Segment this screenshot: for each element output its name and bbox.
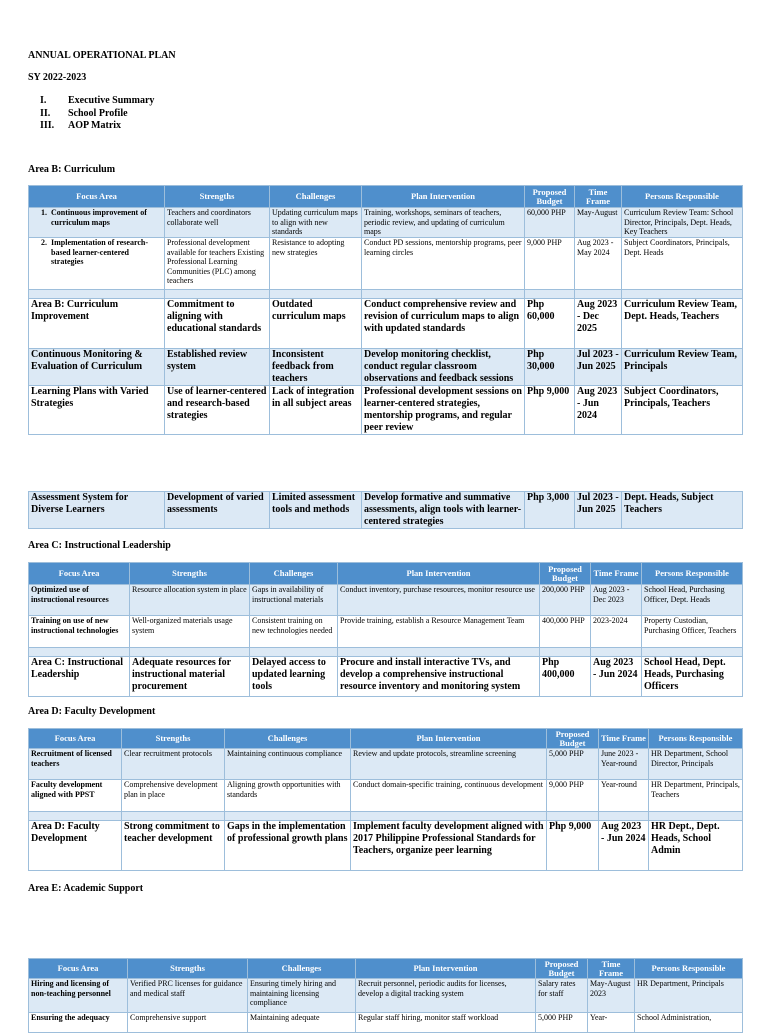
table-row: 1. Continuous improvement of curriculum maps Teachers and coordinators collaborate well Updating curriculum maps to align with new standards Training, workshops, seminars of teachers, periodic review, and updating of curriculum maps 60,000 PHP May-August Curriculum Review Team: School Director, Principals, Dept. Heads, Key Teachers <box>29 208 743 238</box>
table-header-row: Focus Area Strengths Challenges Plan Intervention Proposed Budget Time Frame Persons Responsible <box>29 186 743 208</box>
table-row: Area B: Curriculum Improvement Commitment to aligning with educational standards Outdated curriculum maps Conduct comprehensive review and revision of curriculum maps to align with updated standards Php 60,000 Aug 2023 - Dec 2025 Curriculum Review Team, Dept. Heads, Teachers <box>29 299 743 349</box>
area-b-table <box>28 185 743 435</box>
table-row: Optimized use of instructional resources Resource allocation system in place Gaps in availability of instructional materials Conduct inventory, purchase resources, monitor resource use 200,000 PHP Aug 2023 - Dec 2023 School Head, Purchasing Officer, Dept. Heads <box>29 585 743 616</box>
area-d-heading: Area D: Faculty Development <box>28 706 156 717</box>
area-b-heading: Area B: Curriculum <box>28 164 116 175</box>
spacer-row <box>29 648 743 657</box>
table-row: Assessment System for Diverse Learners Development of varied assessments Limited assessment tools and methods Develop formative and summative assessments, align tools with learner-centered strategies Php 3,000 Jul 2023 - Jun 2025 Dept. Heads, Subject Teachers <box>29 492 743 529</box>
area-e-table <box>28 958 743 1033</box>
table-row: Ensuring the adequacy Comprehensive support Maintaining adequate Regular staff hiring, monitor staff workload 5,000 PHP Year- School Administration, <box>29 1013 743 1033</box>
table-row: Training on use of new instructional technologies Well-organized materials usage system Consistent training on new technologies needed Provide training, establish a Resource Management Team 400,000 PHP 2023-2024 Property Custodian, Purchasing Officer, Teachers <box>29 616 743 648</box>
toc-item: III. AOP Matrix <box>40 120 122 131</box>
table-row: Area C: Instructional Leadership Adequate resources for instructional material procurement Delayed access to updated learning tools Procure and install interactive TVs, and develop a comprehensive instructional resource inventory and monitoring system Php 400,000 Aug 2023 - Jun 2024 School Head, Dept. Heads, Purchasing Officers <box>29 657 743 697</box>
table-row: Hiring and licensing of non-teaching personnel Verified PRC licenses for guidance and medical staff Ensuring timely hiring and maintaining licensing compliance Recruit personnel, periodic audits for licenses, develop a digital tracking system Salary rates for staff May-August 2023 HR Department, Principals <box>29 979 743 1013</box>
doc-title: ANNUAL OPERATIONAL PLAN <box>28 50 176 61</box>
toc-item: I. Executive Summary <box>40 95 155 106</box>
table-row: 2. Implementation of research-based learner-centered strategies Professional development available for teachers Existing Professional Learning Communities (PLC) among teachers Resistance to adopting new strategies Conduct PD sessions, mentorship programs, peer learning circles 9,000 PHP Aug 2023 - May 2024 Subject Coordinators, Principals, Dept. Heads <box>29 238 743 290</box>
table-row: Recruitment of licensed teachers Clear recruitment protocols Maintaining continuous compliance Review and update protocols, streamline screening 5,000 PHP June 2023 - Year-round HR Department, School Director, Principals <box>29 749 743 780</box>
area-d-table <box>28 728 743 871</box>
table-row: Continuous Monitoring & Evaluation of Curriculum Established review system Inconsistent feedback from teachers Develop monitoring checklist, conduct regular classroom observations and feedback sessions Php 30,000 Jul 2023 - Jun 2025 Curriculum Review Team, Principals <box>29 349 743 386</box>
table-header-row: Focus Area Strengths Challenges Plan Intervention Proposed Budget Time Frame Persons Responsible <box>29 563 743 585</box>
school-year: SY 2022-2023 <box>28 72 87 83</box>
toc-item: II. School Profile <box>40 107 128 119</box>
area-c-heading: Area C: Instructional Leadership <box>28 540 171 551</box>
assessment-table <box>28 491 743 529</box>
table-header-row: Focus Area Strengths Challenges Plan Intervention Proposed Budget Time Frame Persons Responsible <box>29 729 743 749</box>
area-c-table <box>28 562 743 697</box>
table-row: Faculty development aligned with PPST Comprehensive development plan in place Aligning growth opportunities with standards Conduct domain-specific training, continuous development 9,000 PHP Year-round HR Department, Principals, Teachers <box>29 780 743 812</box>
table-row: Area D: Faculty Development Strong commitment to teacher development Gaps in the implementation of professional growth plans Implement faculty development aligned with 2017 Philippine Professional Standards for Teachers, organize peer learning Php 9,000 Aug 2023 - Jun 2024 HR Dept., Dept. Heads, School Admin <box>29 821 743 871</box>
spacer-row <box>29 290 743 299</box>
table-row: Learning Plans with Varied Strategies Use of learner-centered and research-based strategies Lack of integration in all subject areas Professional development sessions on learner-centered strategies, mentorship programs, and regular peer review Php 9,000 Aug 2023 - Jun 2024 Subject Coordinators, Principals, Teachers <box>29 386 743 435</box>
spacer-row <box>29 812 743 821</box>
table-header-row: Focus Area Strengths Challenges Plan Intervention Proposed Budget Time Frame Persons Responsible <box>29 959 743 979</box>
area-e-heading: Area E: Academic Support <box>28 883 144 894</box>
table-of-contents <box>40 95 154 133</box>
